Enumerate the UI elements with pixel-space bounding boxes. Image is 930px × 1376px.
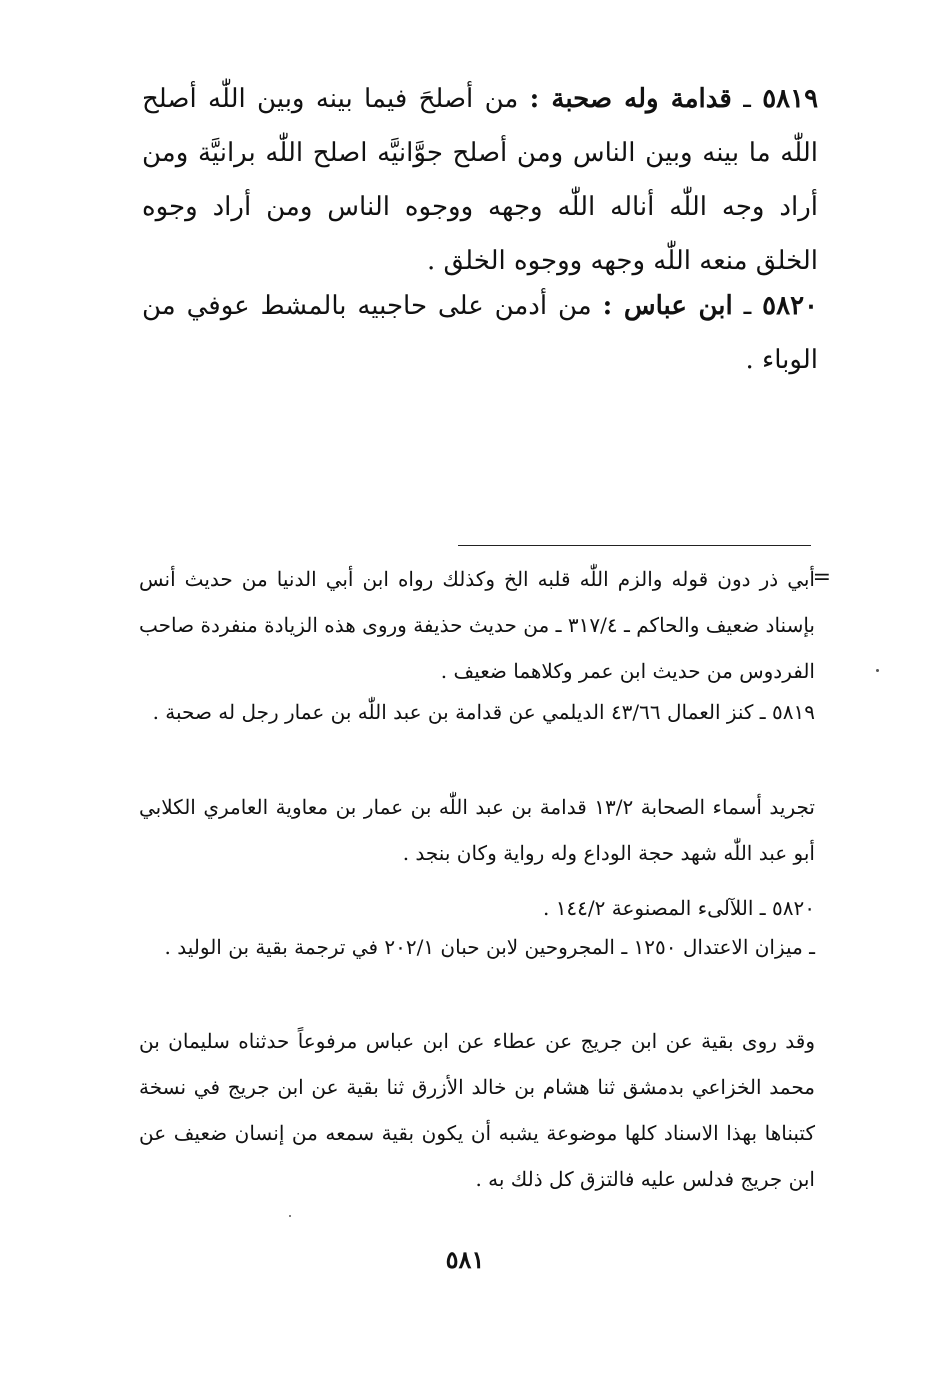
footnote-continued: أبي ذر دون قوله والزم اللّٰه قلبه الخ وكذلك رواه ابن أبي الدنيا من حديث أنس بإسناد ضعيف والحاكم ـ ٣١٧/٤ ـ من حديث حذيفة وروى هذه الزيادة منفردة صاحب الفردوس من حديث ابن عمر وكلاهما ضعيف . [139,567,815,683]
continuation-mark: = [812,565,831,590]
entry-dash: ـ [743,291,752,321]
entry-dash: ـ [743,84,751,114]
page-number: ٥٨١ [445,1245,485,1274]
entry-number: ٥٨١٩ [762,84,819,114]
entry-narrator: قدامة وله صحبة : [529,84,732,114]
entry-narrator: ابن عباس : [602,291,733,321]
speck [876,669,879,672]
footnote-5819-tajrid: تجريد أسماء الصحابة ١٣/٢ قدامة بن عبد اللّٰه بن عمار بن معاوية العامري الكلابي أبو عبد اللّٰه شهد حجة الوداع وله رواية وكان بنجد . [139,795,815,865]
entry-5819 [142,72,818,288]
footnote-separator [458,545,811,546]
footnote-5819-kanz: ٥٨١٩ ـ كنز العمال ٤٣/٦٦ الديلمي عن قدامة بن عبد اللّٰه بن عمار رجل له صحبة . [152,700,815,724]
entry-number: ٥٨٢٠ [762,291,818,321]
footnote-5820-isnad: وقد روى بقية عن ابن جريج عن عطاء عن ابن عباس مرفوعاً حدثناه سليمان بن محمد الخزاعي بدمشق ثنا هشام بن خالد الأزرق ثنا بقية عن ابن جريج في نسخة كتبناها بهذا الاسناد كلها موضوعة يشبه أن يكون بقية سمعه من إنسان ضعيف عن ابن جريج فدلس عليه فالتزق كل ذلك به . [139,1029,815,1191]
footnote-5820-mizan: ـ ميزان الاعتدال ١٢٥٠ ـ المجروحين لابن حبان ٢٠٢/١ في ترجمة بقية بن الوليد . [164,935,815,959]
footnote-5820-laali: ٥٨٢٠ ـ اللآلىء المصنوعة ١٤٤/٢ . [542,896,815,920]
entry-5820 [142,279,818,387]
speck [289,1215,291,1217]
entry-text: من أصلحَ فيما بينه وبين اللّٰه أصلح اللّٰه ما بينه وبين الناس ومن أصلح جوَّانيَّه اصلح اللّٰه برانيَّة ومن أراد وجه اللّٰه أناله اللّٰه وجهه ووجوه الناس ومن أراد وجوه الخلق منعه اللّٰه وجهه ووجوه الخلق . [142,84,818,276]
entry-text: من أدمن على حاجبيه بالمشط عوفي من الوباء . [142,291,818,375]
